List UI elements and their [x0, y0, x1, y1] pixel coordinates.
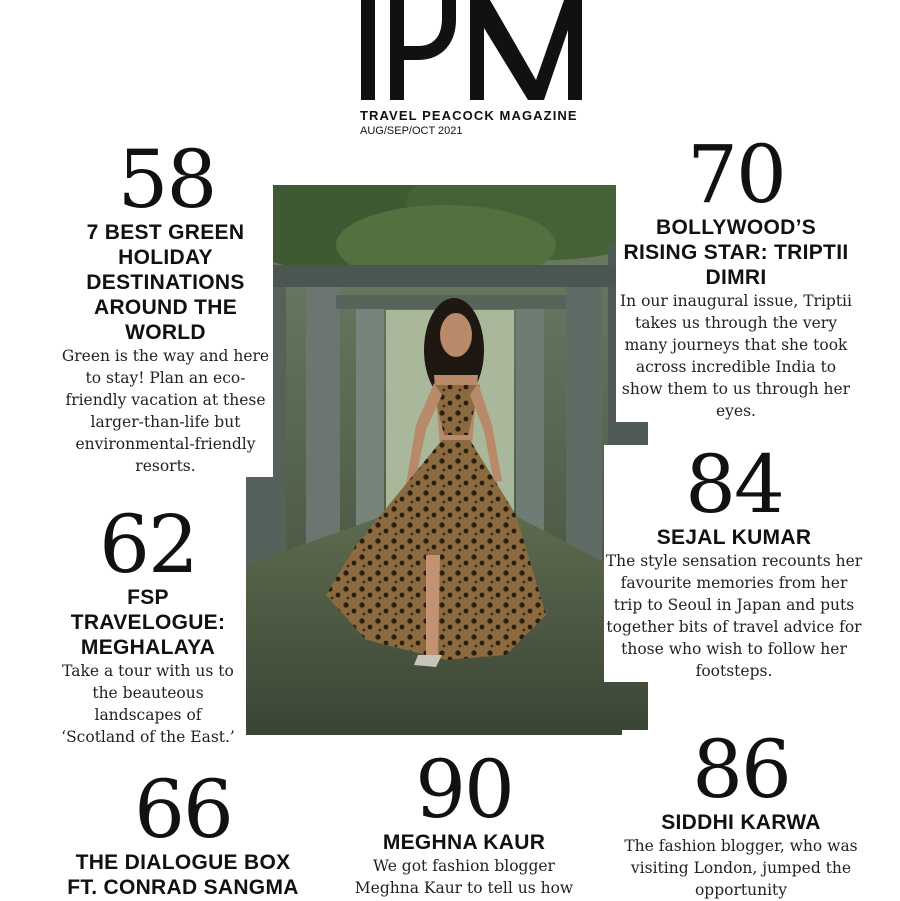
masthead — [358, 0, 588, 140]
story-66[interactable] — [58, 763, 308, 900]
story-blurb: The style sensation recounts her favourite memories from her trip to Seoul in Japan and puts together bits of travel advice for those who wish to follow her footsteps. — [605, 552, 863, 680]
magazine-tagline: TRAVEL PEACOCK MAGAZINE — [360, 108, 578, 123]
story-58[interactable] — [58, 133, 273, 477]
page-number: 62 — [99, 498, 197, 591]
page-number: 90 — [415, 743, 513, 836]
story-headline: 7 BEST GREEN HOLIDAY DESTINATIONS AROUND THE WORLD — [86, 221, 245, 344]
story-86[interactable] — [622, 723, 860, 901]
story-headline: THE DIALOGUE BOX FT. CONRAD SANGMA — [67, 851, 299, 899]
story-blurb: Take a tour with us to the beauteous landscapes of ‘Scotland of the East.’ — [61, 662, 235, 746]
story-headline: SEJAL KUMAR — [656, 526, 812, 549]
story-headline: SIDDHI KARWA — [661, 811, 821, 834]
magazine-logo — [358, 0, 584, 105]
page-number: 86 — [692, 723, 790, 816]
story-blurb: Green is the way and here to stay! Plan an eco-friendly vacation at these larger-than-life but environmental-friendly resorts. — [61, 347, 270, 475]
story-headline: MEGHNA KAUR — [382, 831, 546, 854]
cover-model-photo — [246, 185, 648, 735]
story-84[interactable] — [604, 438, 864, 682]
story-blurb: The fashion blogger, who was visiting London, jumped the opportunity — [624, 837, 858, 899]
page-number: 66 — [134, 763, 232, 856]
issue-date: AUG/SEP/OCT 2021 — [360, 125, 463, 137]
page-number: 58 — [117, 133, 216, 226]
story-headline: BOLLYWOOD’S RISING STAR: TRIPTII DIMRI — [623, 216, 849, 289]
page-number: 84 — [685, 438, 783, 531]
story-62[interactable] — [60, 498, 236, 748]
story-blurb: We got fashion blogger Meghna Kaur to tell us how — [354, 857, 574, 897]
story-blurb: In our inaugural issue, Triptii takes us through the very many journeys that she took across incredible India to show them to us through her eyes. — [620, 292, 852, 420]
page-number: 70 — [687, 128, 785, 221]
cover-photo — [246, 185, 648, 735]
story-70[interactable] — [616, 128, 856, 422]
story-headline: FSP TRAVELOGUE: MEGHALAYA — [70, 586, 226, 659]
story-90[interactable] — [350, 743, 578, 899]
